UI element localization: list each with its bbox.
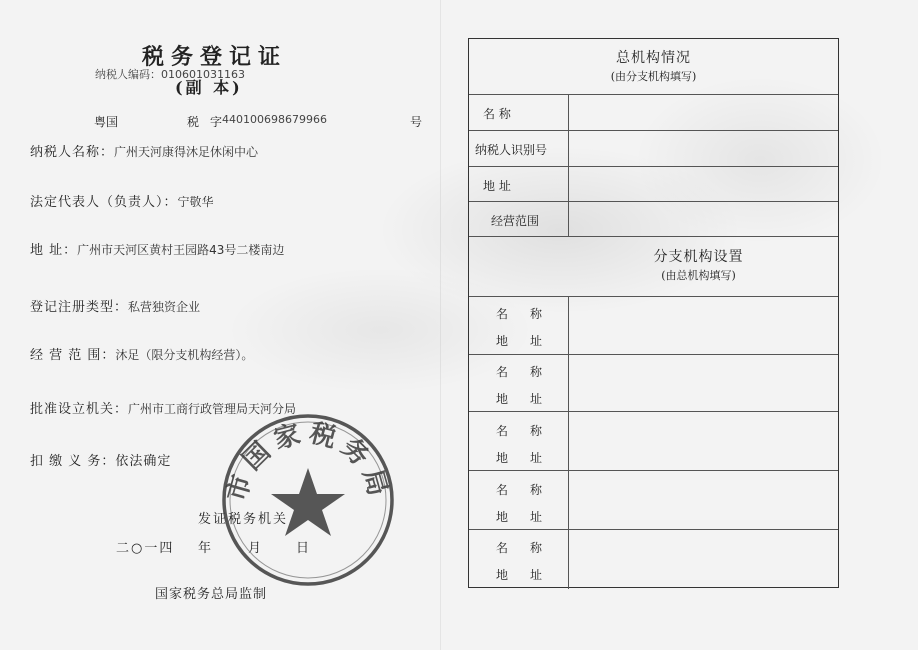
- address-value: 广州市天河区黄村王园路43号二楼南边: [77, 243, 285, 257]
- seal-star-icon: [271, 468, 345, 536]
- branch-row-divider: [469, 354, 838, 355]
- branch-header-divider: [469, 296, 838, 297]
- branch-section-subtitle: (由总机构填写): [661, 269, 736, 282]
- branch-2-address-label: 地址: [496, 392, 565, 406]
- hq-tax-id-label: 纳税人识别号: [475, 143, 548, 157]
- hq-row-divider: [469, 166, 838, 167]
- taxpayer-name-label: 纳税人名称：: [30, 145, 115, 160]
- branch-1-address-label: 地址: [496, 334, 565, 348]
- branch-row-divider: [469, 470, 838, 471]
- hq-name-label: 名 称: [483, 107, 511, 121]
- approval-authority-value: 广州市工商行政管理局天河分局: [128, 402, 297, 416]
- registration-type-row: [30, 296, 200, 315]
- hq-row-divider: [469, 130, 838, 131]
- reg-word: 字: [210, 115, 223, 129]
- branch-3-address-label: 地址: [496, 451, 565, 465]
- reg-tax: 税: [187, 115, 200, 129]
- business-scope-value: 沐足（限分支机构经营）。: [115, 348, 254, 362]
- branch-4-address-label: 地址: [496, 510, 565, 524]
- branch-row-divider: [469, 529, 838, 530]
- registration-type-value: 私营独资企业: [128, 300, 201, 314]
- branch-row-divider: [469, 411, 838, 412]
- representative-label: 法定代表人（负责人）：: [30, 195, 178, 210]
- date-month-char: 月: [248, 541, 262, 556]
- branch-3-name-label: 名称: [496, 424, 565, 438]
- hq-row-divider: [469, 201, 838, 202]
- branch-1-name-label: 名称: [496, 307, 565, 321]
- withholding-duty-label: 扣 缴 义 务：: [30, 454, 116, 469]
- date-year: 二○一四: [116, 541, 175, 556]
- registration-type-label: 登记注册类型：: [30, 300, 129, 315]
- fold-line: [440, 0, 441, 650]
- hq-section-subtitle: (由分支机构填写): [610, 70, 697, 83]
- withholding-duty-row: [30, 450, 171, 469]
- copy-subtitle: (副 本): [175, 78, 243, 97]
- taxpayer-name-row: [30, 141, 258, 160]
- branch-2-name-label: 名称: [496, 365, 565, 379]
- branch-section-title: 分支机构设置: [653, 249, 744, 265]
- hq-column-divider: [568, 94, 569, 236]
- date-day-char: 日: [296, 541, 310, 556]
- taxpayer-name-value: 广州天河康得沐足休闲中心: [114, 145, 259, 159]
- hq-header-divider: [469, 94, 838, 95]
- hq-scope-label: 经营范围: [491, 214, 540, 228]
- address-row: [30, 239, 284, 258]
- branch-column-divider: [568, 296, 569, 589]
- issuing-authority: 发证税务机关: [198, 512, 289, 527]
- representative-row: [30, 191, 214, 210]
- hq-section-divider: [469, 236, 838, 237]
- supervision-note: 国家税务总局监制: [155, 587, 268, 602]
- branch-5-address-label: 地址: [496, 568, 565, 582]
- branch-5-name-label: 名称: [496, 541, 565, 555]
- certificate-title: 税务登记证: [142, 44, 288, 70]
- taxpayer-code: 纳税人编码：010601031163: [95, 68, 245, 81]
- hq-address-label: 地 址: [483, 179, 511, 193]
- date-year-char: 年: [198, 541, 212, 556]
- address-label: 地 址：: [30, 243, 78, 258]
- seal-text: 市国家税务局: [221, 418, 395, 505]
- business-scope-label: 经 营 范 围：: [30, 348, 116, 363]
- reg-suffix: 号: [410, 115, 423, 129]
- withholding-duty-value: 依法确定: [115, 454, 172, 469]
- business-scope-row: [30, 344, 253, 363]
- branch-4-name-label: 名称: [496, 483, 565, 497]
- institution-table: [468, 38, 839, 588]
- approval-authority-label: 批准设立机关：: [30, 402, 129, 417]
- hq-section-title: 总机构情况: [616, 50, 691, 66]
- representative-value: 宁敬华: [177, 195, 214, 209]
- reg-number: 440100698679966: [222, 113, 327, 126]
- official-seal: [218, 410, 398, 590]
- reg-prefix: 粤国: [94, 115, 119, 129]
